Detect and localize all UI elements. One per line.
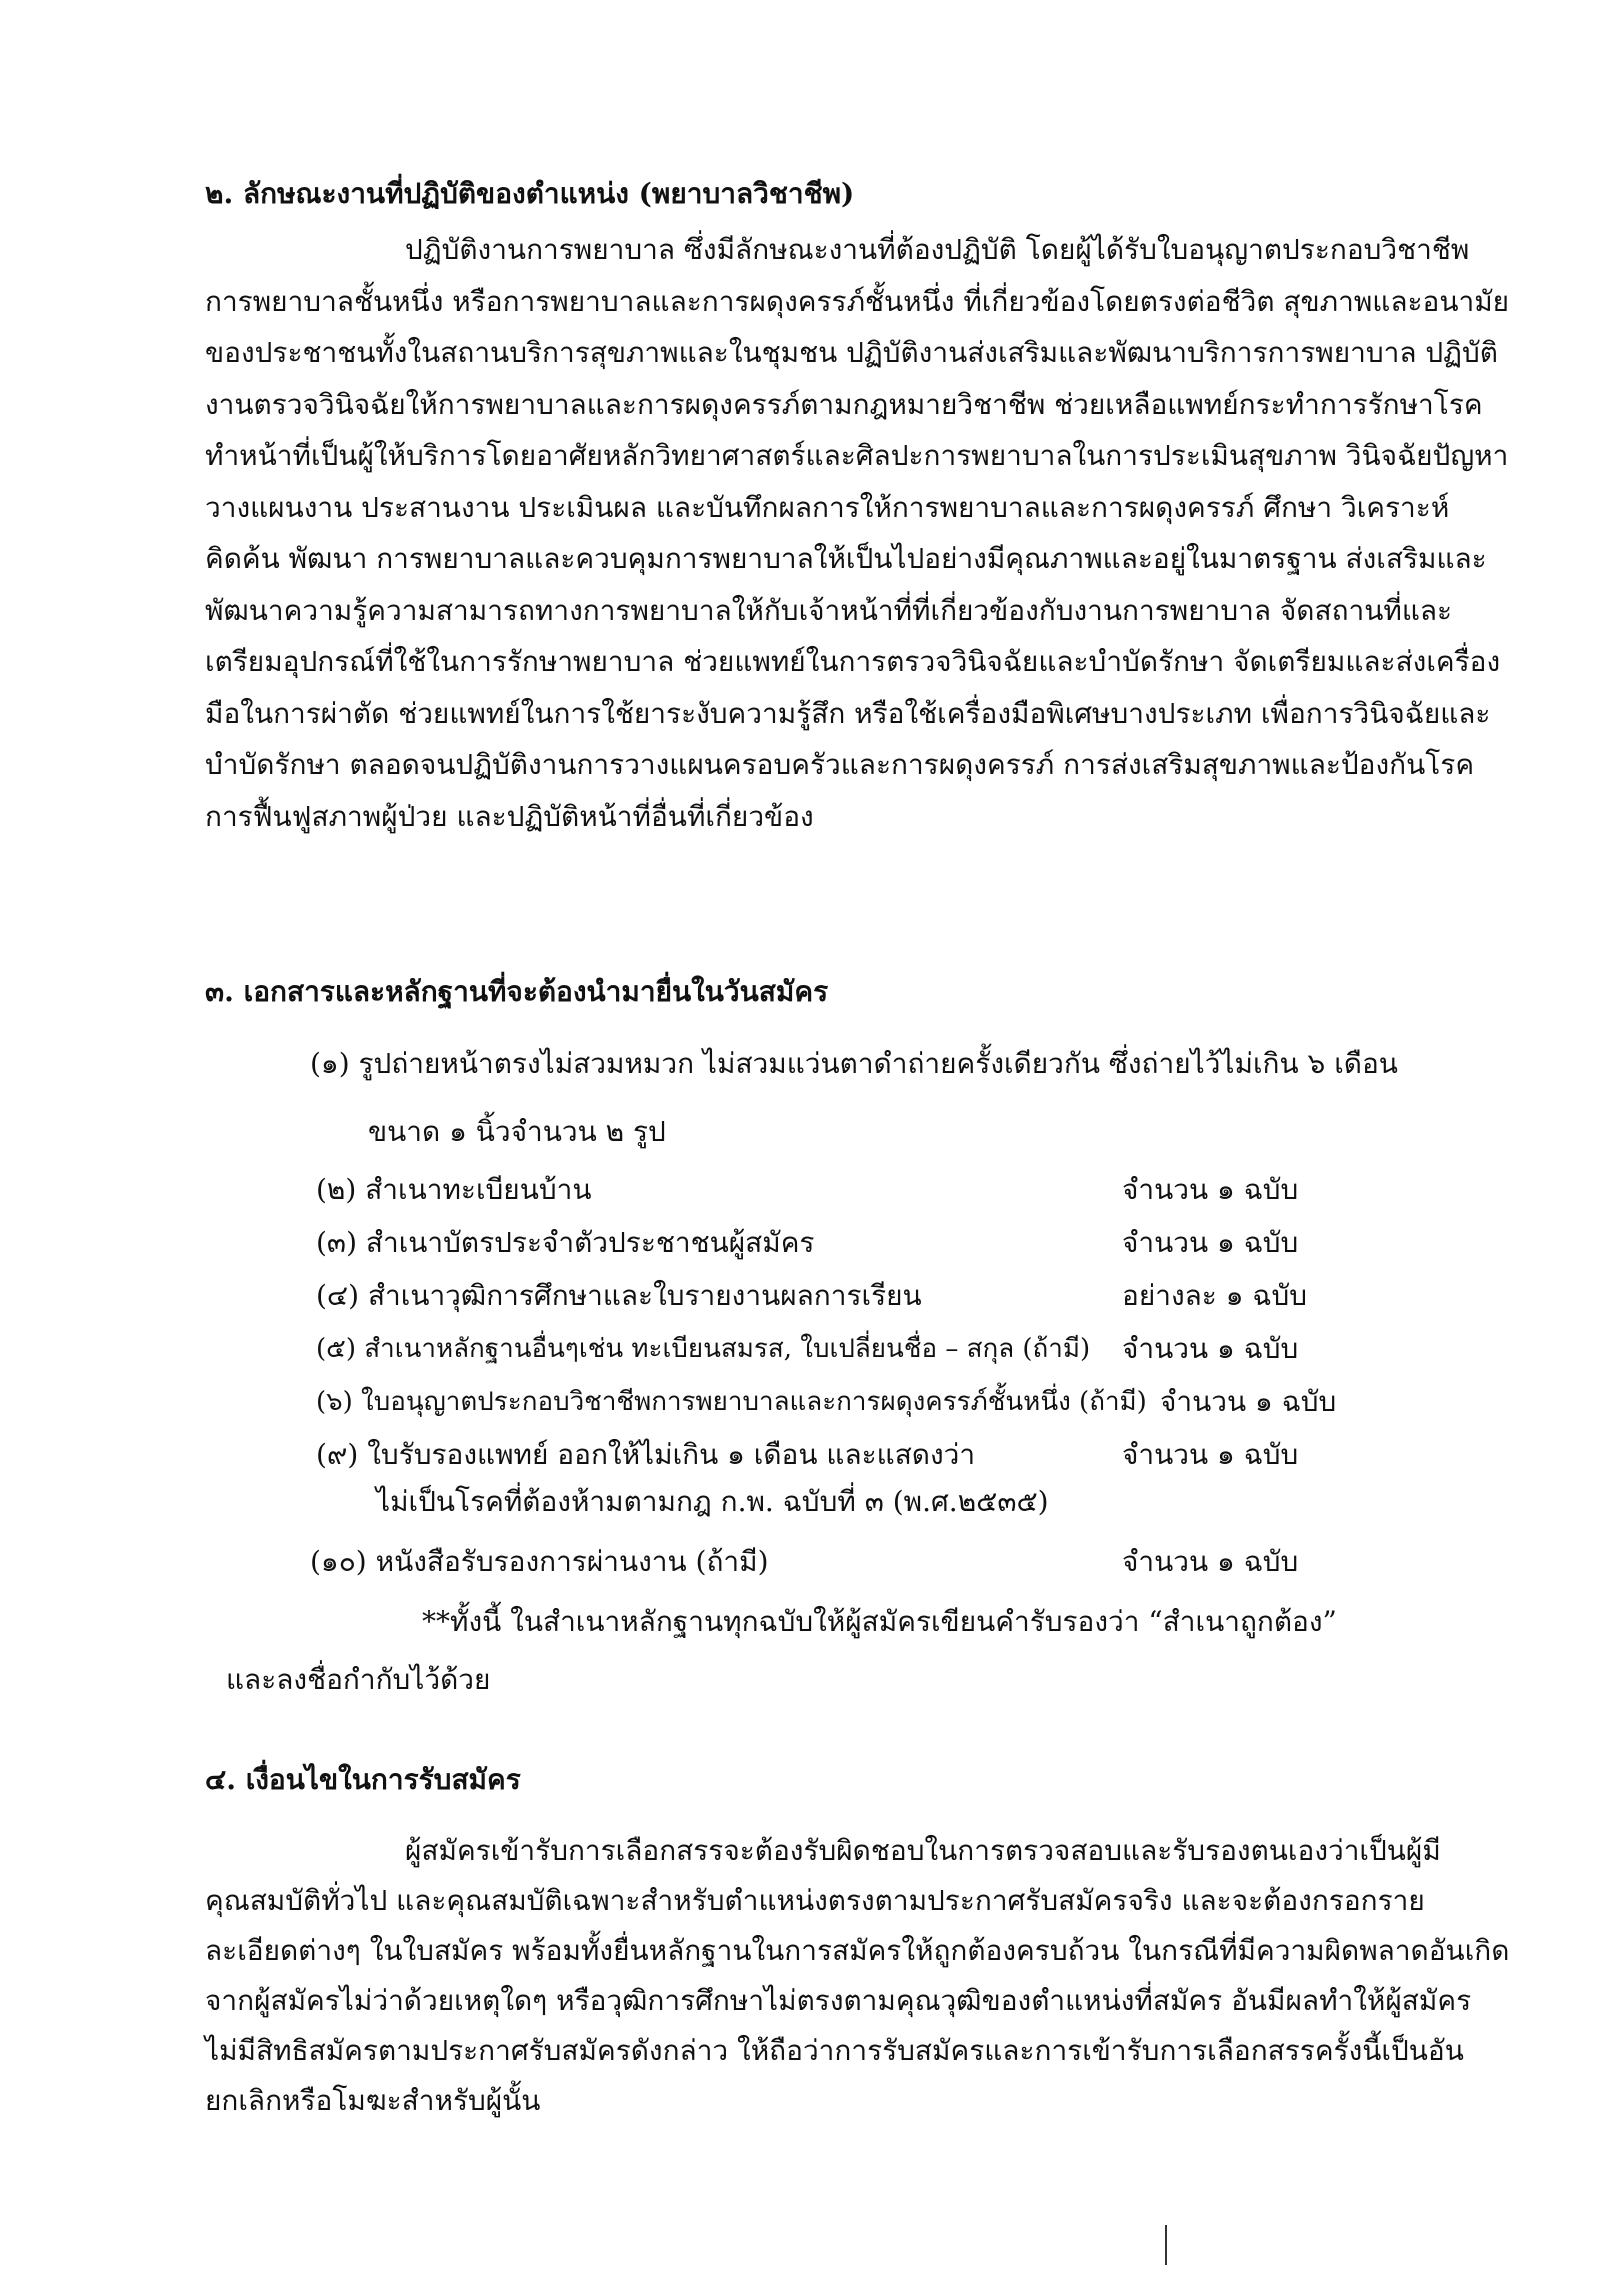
scan-mark bbox=[1165, 2225, 1167, 2265]
certification-note-cont: และลงชื่อกำกับไว้ด้วย bbox=[226, 1663, 491, 1696]
document-item-6: (๖) ใบอนุญาตประกอบวิชาชีพการพยาบาลและการผดุงครรภ์ชั้นหนึ่ง (ถ้ามี) bbox=[316, 1387, 1147, 1417]
document-item-4: (๔) สำเนาวุฒิการศึกษาและใบรายงานผลการเรียน bbox=[316, 1279, 922, 1312]
document-item-9-cont: ไม่เป็นโรคที่ต้องห้ามตามกฎ ก.พ. ฉบับที่ ๓ (พ.ศ.๒๕๓๕) bbox=[376, 1485, 1049, 1518]
section-4 bbox=[205, 1758, 1515, 2126]
document-item-10: (๑๐) หนังสือรับรองการผ่านงาน (ถ้ามี) bbox=[310, 1545, 769, 1578]
document-item-2-qty: จำนวน ๑ ฉบับ bbox=[1122, 1173, 1299, 1206]
document-item-5: (๕) สำเนาหลักฐานอื่นๆเช่น ทะเบียนสมรส, ใบเปลี่ยนชื่อ – สกุล (ถ้ามี) bbox=[316, 1334, 1091, 1364]
document-item-9: (๙) ใบรับรองแพทย์ ออกให้ไม่เกิน ๑ เดือน และแสดงว่า bbox=[316, 1438, 976, 1471]
document-item-6-qty: จำนวน ๑ ฉบับ bbox=[1160, 1385, 1337, 1418]
document-item-2: (๒) สำเนาทะเบียนบ้าน bbox=[316, 1173, 592, 1206]
document-item-4-qty: อย่างละ ๑ ฉบับ bbox=[1122, 1279, 1308, 1312]
section-2-heading: ๒. ลักษณะงานที่ปฏิบัติของตำแหน่ง (พยาบาลวิชาชีพ) bbox=[205, 177, 855, 210]
document-item-1: (๑) รูปถ่ายหน้าตรงไม่สวมหมวก ไม่สวมแว่นตาดำถ่ายครั้งเดียวกัน ซึ่งถ่ายไว้ไม่เกิน ๖ เดือน bbox=[310, 1047, 1398, 1080]
document-item-9-qty: จำนวน ๑ ฉบับ bbox=[1122, 1438, 1299, 1471]
section-4-body: ผู้สมัครเข้ารับการเลือกสรรจะต้องรับผิดชอบในการตรวจสอบและรับรองตนเองว่าเป็นผู้มีคุณสมบัติทั่วไป และคุณสมบัติเฉพาะสำหรับตำแหน่งตรงตามประกาศรับสมัครจริง และจะต้องกรอกรายละเอียดต่างๆ ในใบสมัคร พร้อมทั้งยื่นหลักฐานในการสมัครให้ถูกต้องครบถ้วน ในกรณีที่มีความผิดพลาดอันเกิดจากผู้สมัครไม่ว่าด้วยเหตุใดๆ หรือวุฒิการศึกษาไม่ตรงตามคุณวุฒิของตำแหน่งที่สมัคร อันมีผลทำให้ผู้สมัครไม่มีสิทธิสมัครตามประกาศรับสมัครดังกล่าว ให้ถือว่าการรับสมัครและการเข้ารับการเลือกสรรครั้งนี้เป็นอันยกเลิกหรือโมฆะสำหรับผู้นั้น bbox=[205, 1834, 1510, 2117]
certification-note: **ทั้งนี้ ในสำเนาหลักฐานทุกฉบับให้ผู้สมัครเขียนคำรับรองว่า “สำเนาถูกต้อง” bbox=[422, 1605, 1337, 1638]
document-item-3: (๓) สำเนาบัตรประจำตัวประชาชนผู้สมัคร bbox=[316, 1226, 815, 1259]
section-3 bbox=[205, 970, 1515, 1014]
section-4-heading: ๔. เงื่อนไขในการรับสมัคร bbox=[205, 1763, 521, 1796]
document-item-3-qty: จำนวน ๑ ฉบับ bbox=[1122, 1226, 1299, 1259]
document-item-10-qty: จำนวน ๑ ฉบับ bbox=[1122, 1545, 1299, 1578]
section-2 bbox=[205, 172, 1515, 842]
document-item-1-cont: ขนาด ๑ นิ้วจำนวน ๒ รูป bbox=[368, 1115, 666, 1148]
section-2-body: ปฏิบัติงานการพยาบาล ซึ่งมีลักษณะงานที่ต้องปฏิบัติ โดยผู้ได้รับใบอนุญาตประกอบวิชาชีพ การพยาบาลชั้นหนึ่ง หรือการพยาบาลและการผดุงครรภ์ชั้นหนึ่ง ที่เกี่ยวข้องโดยตรงต่อชีวิต สุขภาพและอนามัยของประชาชนทั้งในสถานบริการสุขภาพและในชุมชน ปฏิบัติงานส่งเสริมและพัฒนาบริการการพยาบาล ปฏิบัติงานตรวจวินิจฉัยให้การพยาบาลและการผดุงครรภ์ตามกฎหมายวิชาชีพ ช่วยเหลือแพทย์กระทำการรักษาโรค ทำหน้าที่เป็นผู้ให้บริการโดยอาศัยหลักวิทยาศาสตร์และศิลปะการพยาบาลในการประเมินสุขภาพ วินิจฉัยปัญหา วางแผนงาน ประสานงาน ประเมินผล และบันทึกผลการให้การพยาบาลและการผดุงครรภ์ ศึกษา วิเคราะห์ คิดค้น พัฒนา การพยาบาลและควบคุมการพยาบาลให้เป็นไปอย่างมีคุณภาพและอยู่ในมาตรฐาน ส่งเสริมและพัฒนาความรู้ความสามารถทางการพยาบาลให้กับเจ้าหน้าที่ที่เกี่ยวข้องกับงานการพยาบาล จัดสถานที่และเตรียมอุปกรณ์ที่ใช้ในการรักษาพยาบาล ช่วยแพทย์ในการตรวจวินิจฉัยและบำบัดรักษา จัดเตรียมและส่งเครื่องมือในการผ่าตัด ช่วยแพทย์ในการใช้ยาระงับความรู้สึก หรือใช้เครื่องมือพิเศษบางประเภท เพื่อการวินิจฉัยและบำบัดรักษา ตลอดจนปฏิบัติงานการวางแผนครอบครัวและการผดุงครรภ์ การส่งเสริมสุขภาพและป้องกันโรค การฟื้นฟูสภาพผู้ป่วย และปฏิบัติหน้าที่อื่นที่เกี่ยวข้อง bbox=[205, 233, 1510, 833]
document-item-5-qty: จำนวน ๑ ฉบับ bbox=[1122, 1332, 1299, 1365]
section-3-heading: ๓. เอกสารและหลักฐานที่จะต้องนำมายื่นในวันสมัคร bbox=[205, 975, 829, 1008]
